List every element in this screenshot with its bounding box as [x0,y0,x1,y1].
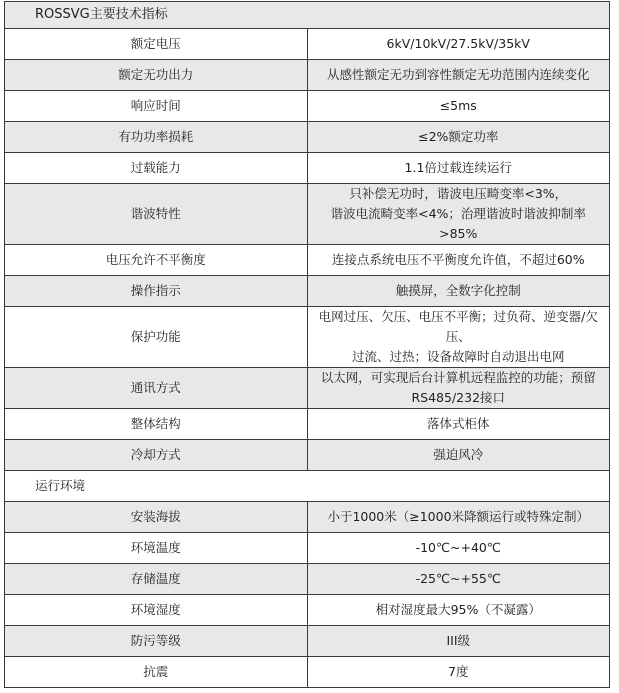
row-label: 整体结构 [5,409,308,440]
row-label: 环境温度 [5,533,308,564]
spec-row-harmonics [5,184,610,245]
row-label: 过载能力 [5,153,308,184]
row-value: 只补偿无功时，谐波电压畸变率<3%， 谐波电流畸变率<4%；治理谐波时谐波抑制率>85% [307,184,610,245]
spec-row-response-time [5,91,610,122]
environment-section-row [5,471,610,502]
row-label: 响应时间 [5,91,308,122]
row-label: 谐波特性 [5,184,308,245]
title-row [5,2,610,29]
spec-row-communication [5,368,610,409]
row-label: 保护功能 [5,307,308,368]
row-value: 相对湿度最大95%（不凝露） [307,595,610,626]
row-value: ≤5ms [307,91,610,122]
row-label: 额定电压 [5,29,308,60]
row-value: 强迫风冷 [307,440,610,471]
env-row-seismic [5,657,610,688]
row-value: 连接点系统电压不平衡度允许值，不超过60% [307,245,610,276]
spec-row-rated-reactive-output [5,60,610,91]
env-row-storage-temp [5,564,610,595]
spec-row-operation [5,276,610,307]
row-value: III级 [307,626,610,657]
row-value: 电网过压、欠压、电压不平衡；过负荷、逆变器/欠压、 过流、过热；设备故障时自动退出电网 [307,307,610,368]
row-label: 防污等级 [5,626,308,657]
spec-row-active-loss [5,122,610,153]
row-value: 落体式柜体 [307,409,610,440]
row-label: 存储温度 [5,564,308,595]
env-row-altitude [5,502,610,533]
env-row-ambient-temp [5,533,610,564]
row-value: 以太网，可实现后台计算机远程监控的功能；预留RS485/232接口 [307,368,610,409]
row-value: ≤2%额定功率 [307,122,610,153]
environment-section-title: 运行环境 [5,471,610,502]
spec-row-structure [5,409,610,440]
spec-row-voltage-imbalance [5,245,610,276]
spec-row-overload [5,153,610,184]
spec-row-cooling [5,440,610,471]
row-label: 电压允许不平衡度 [5,245,308,276]
spec-table [4,1,610,688]
row-label: 通讯方式 [5,368,308,409]
row-value: 6kV/10kV/27.5kV/35kV [307,29,610,60]
row-value: 触摸屏，全数字化控制 [307,276,610,307]
row-label: 冷却方式 [5,440,308,471]
env-row-humidity [5,595,610,626]
row-value: 小于1000米（≥1000米降额运行或特殊定制） [307,502,610,533]
row-label: 额定无功出力 [5,60,308,91]
row-label: 操作指示 [5,276,308,307]
row-value: -25℃~+55℃ [307,564,610,595]
row-label: 环境湿度 [5,595,308,626]
row-value: 1.1倍过载连续运行 [307,153,610,184]
row-label: 抗震 [5,657,308,688]
row-label: 有功功率损耗 [5,122,308,153]
row-value: 7度 [307,657,610,688]
row-label: 安装海拔 [5,502,308,533]
row-value: -10℃~+40℃ [307,533,610,564]
table-title: ROSSVG主要技术指标 [5,2,610,29]
row-value: 从感性额定无功到容性额定无功范围内连续变化 [307,60,610,91]
env-row-pollution-grade [5,626,610,657]
spec-row-rated-voltage [5,29,610,60]
spec-row-protection [5,307,610,368]
